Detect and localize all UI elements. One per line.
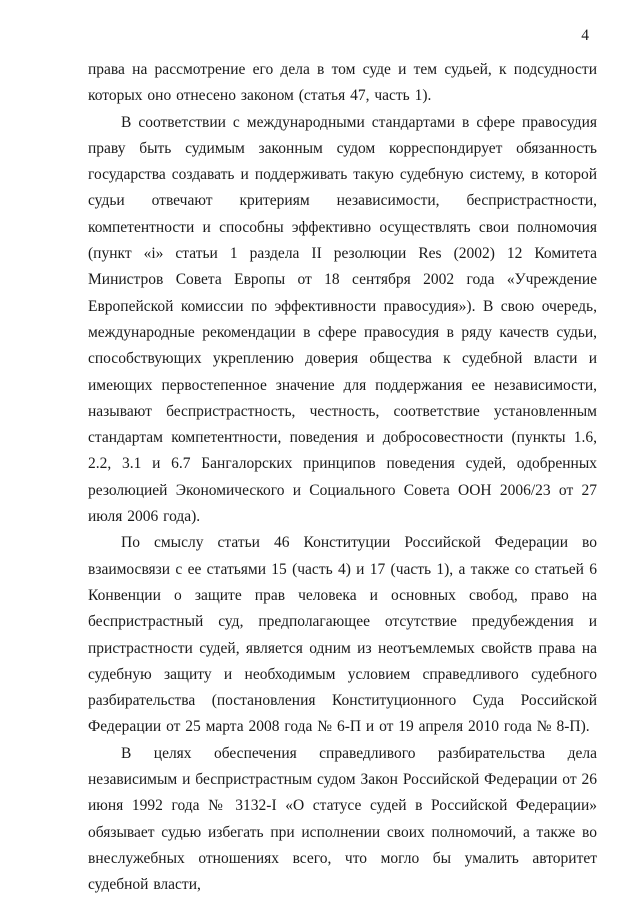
document-body — [88, 57, 597, 899]
body-paragraph: В целях обеспечения справедливого разбирательства дела независимым и беспристрастным судом Закон Российской Федерации от 26 июня 1992 года № 3132-I «О статусе судей в Российской Федерации» обязывает судью избегать при исполнении своих полномочий, а также во внеслужебных отношениях всего, что могло бы умалить авторитет судебной власти, — [88, 744, 597, 894]
body-paragraph: В соответствии с международными стандартами в сфере правосудия праву быть судимым законным судом корреспондирует обязанность государства создавать и поддерживать такую судебную систему, в которой судьи отвечают критериям независимости, беспристрастности, компетентности и способны эффективно осуществлять свои полномочия (пункт «i» статьи 1 раздела II резолюции Res (2002) 12 Комитета Министров Совета Европы от 18 сентября 2002 года «Учреждение Европейской комиссии по эффективности правосудия»). В свою очередь, международные рекомендации в сфере правосудия в ряду качеств судьи, способствующих укреплению доверия общества к судебной власти и имеющих первостепенное значение для поддержания ее независимости, называют беспристрастность, честность, соответствие установленным стандартам компетентности, поведения и добросовестности (пункты 1.6, 2.2, 3.1 и 6.7 Бангалорских принципов поведения судей, одобренных резолюцией Экономического и Социального Совета ООН 2006/23 от 27 июля 2006 года). — [88, 113, 597, 526]
body-paragraph: По смыслу статьи 46 Конституции Российской Федерации во взаимосвязи с ее статьями 15 (часть 4) и 17 (часть 1), а также со статьей 6 Конвенции о защите прав человека и основных свобод, право на беспристрастный суд, предполагающее отсутствие предубеждения и пристрастности судей, является одним из неотъемлемых свойств права на судебную защиту и необходимым условием справедливого судебного разбирательства (постановления Конституционного Суда Российской Федерации от 25 марта 2008 года № 6-П и от 19 апреля 2010 года № 8-П). — [88, 534, 597, 736]
page-number: 4 — [581, 27, 589, 44]
body-paragraph: права на рассмотрение его дела в том суде и тем судьей, к подсудности которых оно отнесено законом (статья 47, часть 1). — [88, 61, 597, 105]
